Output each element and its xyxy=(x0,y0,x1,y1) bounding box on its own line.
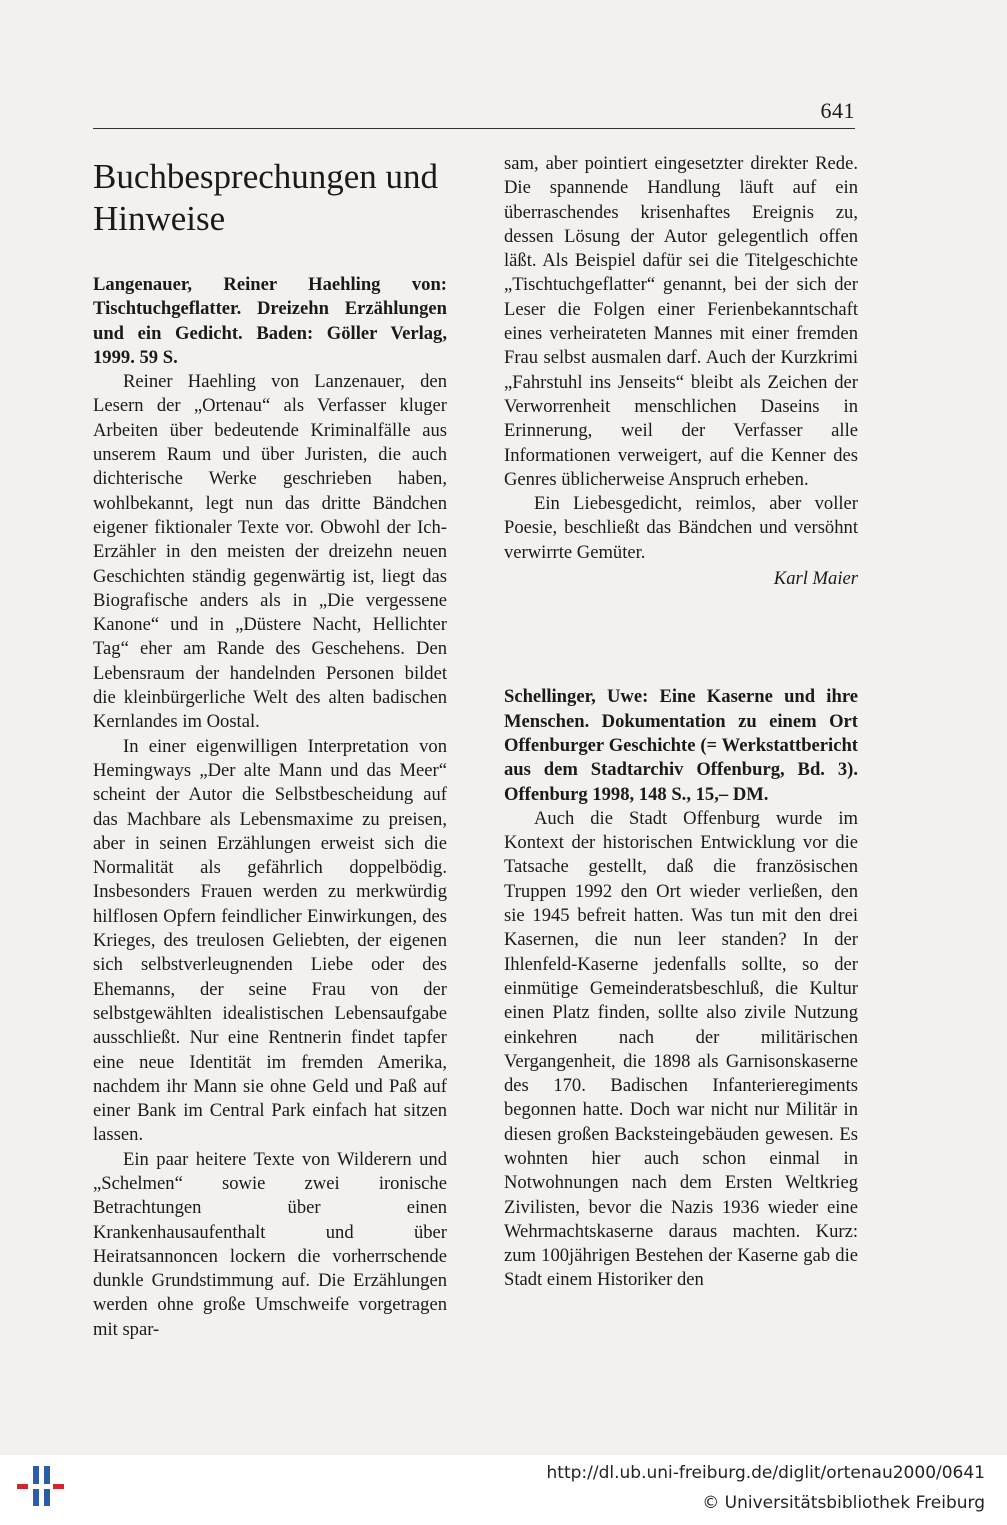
review-separator-space xyxy=(504,591,858,685)
review-paragraph: In einer eigenwilligen Interpretation von Hemingways „Der alte Mann und das Meer“ scheint der Autor die Selbstbescheidung auf das Machbare als Lebensmaxime zu preisen, aber in seinen Erzählungen erweist sich die Normalität als gefährlich doppelbödig. Insbesonders Frauen werden zu merkwürdig hilflosen Opfern feindlicher Einwirkungen, des Krieges, des treulosen Geliebten, der eigenen sich selbstverleugnenden Liebe oder des Ehemanns, der seine Frau von der selbstgewählten idealistischen Lebensaufgabe ausschließt. Nur eine Rentnerin findet tapfer eine neue Identität im fremden Amerika, nachdem ihr Mann sie ohne Geld und Paß auf einer Bank im Central Park einfach hat sitzen lassen. xyxy=(93,735,447,1146)
review-paragraph: sam, aber pointiert eingesetzter direkter Rede. Die spannende Handlung läuft auf ein überraschendes krisenhaftes Ereignis zu, dessen Lösung der Autor gelegentlich offen läßt. Als Beispiel dafür sei die Titelgeschichte „Tischtuchgeflatter“ genannt, bei der sich der Leser die Folgen einer Ferienbekanntschaft eines verheirateten Mannes mit einer fremden Frau selbst ausmalen darf. Auch der Kurzkrimi „Fahrstuhl ins Jenseits“ bleibt als Zeichen der Verworrenheit menschlichen Daseins in Erinnerung, weil der Verfasser alle Informationen verweigert, auf die Kenner des Genres üblicherweise Anspruch erheben. xyxy=(504,153,858,490)
review-heading-schellinger: Schellinger, Uwe: Eine Kaserne und ihre Menschen. Dokumentation zu einem Ort Offenburger Geschichte (= Werkstattbericht aus dem Stadtarchiv Offenburg, Bd. 3). Offenburg 1998, 148 S., 15,– DM. xyxy=(504,686,858,805)
review-paragraph: Ein Liebesgedicht, reimlos, aber voller Poesie, beschließt das Bändchen und versöhnt verwirrte Gemüter. xyxy=(504,493,858,563)
copyright-notice: © Universitätsbibliothek Freiburg xyxy=(702,1493,985,1513)
section-title: Buchbesprechungen und Hinweise xyxy=(93,157,439,238)
left-column xyxy=(93,152,447,1342)
document-url-link[interactable]: http://dl.ub.uni-freiburg.de/diglit/ortenau2000/0641 xyxy=(546,1463,985,1483)
header-rule xyxy=(93,128,855,129)
right-column xyxy=(504,152,858,1293)
review-paragraph: Ein paar heitere Texte von Wilderern und „Schelmen“ sowie zwei ironische Betrachtungen über einen Krankenhausaufenthalt und über Heiratsannoncen lockern die vorherrschende dunkle Grundstimmung auf. Die Erzählungen werden ohne große Umschweife vorgetragen mit spar- xyxy=(93,1148,447,1340)
review-heading-langenauer: Langenauer, Reiner Haehling von: Tischtuchgeflatter. Dreizehn Erzählungen und ein Gedicht. Baden: Göller Verlag, 1999. 59 S. xyxy=(93,274,447,368)
ub-freiburg-logo-icon[interactable] xyxy=(14,1462,64,1510)
review-paragraph: Auch die Stadt Offenburg wurde im Kontext der historischen Entwicklung vor die Tatsache gestellt, daß die französischen Truppen 1992 den Ort wieder verließen, den sie 1945 befreit hatten. Was tun mit den drei Kasernen, die nun leer standen? In der Ihlenfeld-Kaserne jedenfalls sollte, so der einmütige Gemeinderatsbeschluß, die Kultur einen Platz finden, sollte also zivile Nutzung einkehren nach der militärischen Vergangenheit, die 1898 als Garnisonskaserne des 170. Badischen Infanterieregiments begonnen hatte. Doch war nicht nur Militär in diesen großen Backsteingebäuden gewesen. Es wohnten hier auch schon einmal in Notwohnungen nach dem Ersten Weltkrieg Zivilisten, bevor die Nazis 1936 wieder eine Wehrmachtskaserne daraus machten. Kurz: zum 100jährigen Bestehen der Kaserne gab die Stadt einem Historiker den xyxy=(504,807,858,1291)
page-number: 641 xyxy=(820,98,855,123)
footer-bar xyxy=(0,1455,1007,1525)
reviewer-signature: Karl Maier xyxy=(773,568,858,590)
review-paragraph: Reiner Haehling von Lanzenauer, den Lesern der „Ortenau“ als Verfasser kluger Arbeiten über bedeutende Kriminalfälle aus unserem Raum und über Juristen, die auch dichterische Werke geschrieben haben, wohlbekannt, legt nun das dritte Bändchen eigener fiktionaler Texte vor. Obwohl der Ich-Erzähler in den meisten der dreizehn neuen Geschichten ständig gegenwärtig ist, liegt das Biografische anders als in „Die vergessene Kanone“ und in „Düstere Nacht, Hellichter Tag“ eher am Rande des Geschehens. Den Lebensraum der handelnden Personen bildet die kleinbürgerliche Welt des alten badischen Kernlandes im Oostal. xyxy=(93,371,447,733)
